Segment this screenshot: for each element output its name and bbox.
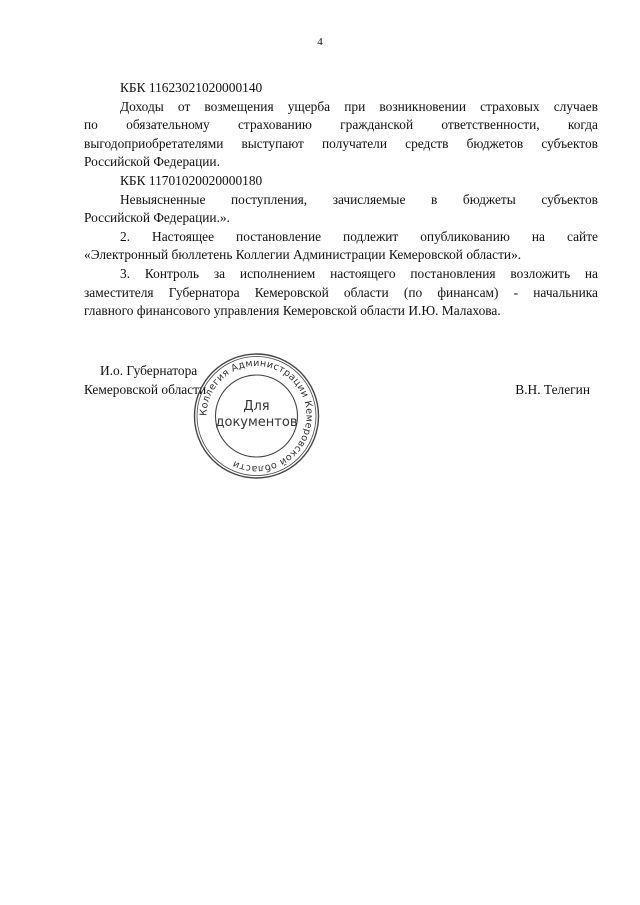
kbk-description-1-line-3: выгодоприобретателями выступают получатели средств бюджетов субъектов	[84, 135, 598, 151]
page-number: 4	[317, 36, 323, 48]
signer-position-line-2: Кемеровской области	[84, 382, 207, 397]
stamp-ring-text: Коллегия Администрации Кемеровской области	[198, 357, 315, 475]
stamp-center-line-1: Для	[243, 399, 270, 414]
stamp-center-line-2: документов	[215, 415, 298, 430]
item-3-line-2: заместителя Губернатора Кемеровской области (по финансам) - начальника	[84, 284, 598, 300]
kbk-description-2-line-1: Невыясненные поступления, зачисляемые в бюджеты субъектов	[120, 191, 598, 207]
signer-name: В.Н. Телегин	[515, 382, 590, 397]
signer-position-line-1: И.о. Губернатора	[100, 363, 198, 378]
kbk-description-1-line-2: по обязательному страхованию гражданской ответственности, когда	[84, 117, 598, 133]
kbk-code-1: КБК 11623021020000140	[120, 80, 263, 95]
item-3-line-1: 3. Контроль за исполнением настоящего постановления возложить на	[120, 265, 598, 281]
official-stamp	[191, 352, 322, 480]
item-3-line-3: главного финансового управления Кемеровской области И.Ю. Малахова.	[84, 303, 501, 319]
item-2-line-2: «Электронный бюллетень Коллегии Администрации Кемеровской области».	[84, 247, 522, 263]
kbk-description-1-line-1: Доходы от возмещения ущерба при возникновении страховых случаев	[120, 98, 598, 114]
document-body	[84, 79, 598, 321]
kbk-description-1-line-4: Российской Федерации.	[84, 154, 220, 170]
item-2-line-1: 2. Настоящее постановление подлежит опубликованию на сайте	[120, 228, 598, 244]
kbk-description-2-line-2: Российской Федерации.».	[84, 210, 230, 226]
kbk-code-2: КБК 11701020020000180	[120, 172, 263, 188]
